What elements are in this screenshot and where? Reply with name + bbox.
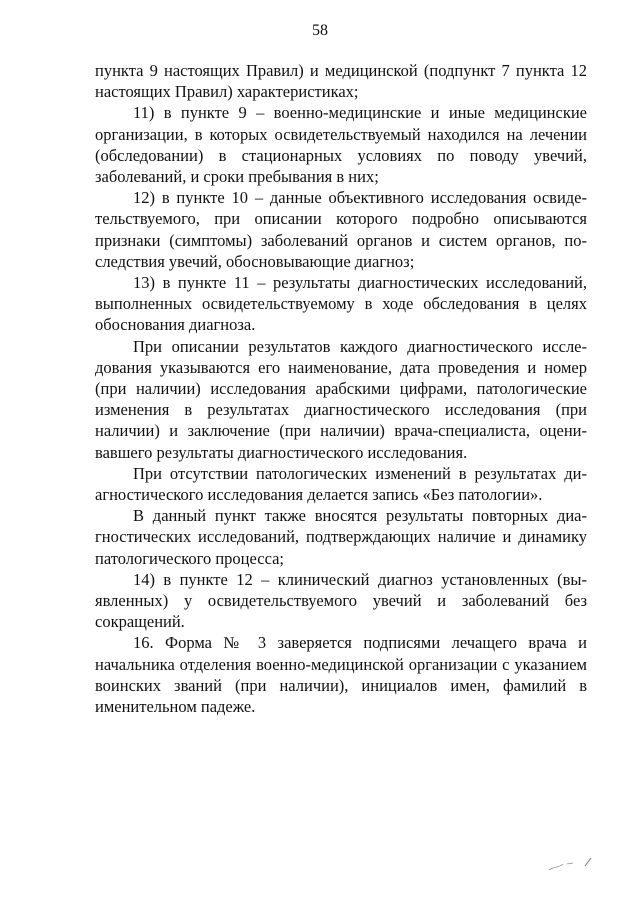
- paragraph-item-11: 11) в пункте 9 – военно-медицинские и иные медицинские организации, в которых освидетельствуемый находился на лечении (обследовании) в стационарных условиях по поводу увечий, заболеваний, и сроки пребывания в них;: [95, 103, 587, 187]
- document-body: [95, 60, 587, 717]
- paragraph-item-14: 14) в пункте 12 – клинический диагноз установленных (выявленных) у освидетельствуемого увечий и заболеваний без сокращений.: [95, 569, 587, 632]
- paragraph-item-13: 13) в пункте 11 – результаты диагностических исследований, выполненных освидетельствуемому в ходе обследования в целях обоснования диагноза.: [95, 273, 587, 335]
- page-number: 58: [312, 22, 328, 39]
- paragraph-repeat-studies: В данный пункт также вносятся результаты повторных диагностических исследований, подтверждающих наличие и динамику патологического процесса;: [95, 506, 587, 568]
- paragraph-results-description: При описании результатов каждого диагностического исследования указываются его наименование, дата проведения и номер (при наличии) исследования арабскими цифрами, патологические изменения в результатах диагностического исследования (при наличии) и заключение (при наличии) врача-специалиста, оценивавшего результаты диагностического исследования.: [95, 336, 587, 462]
- paragraph-continuation: пункта 9 настоящих Правил) и медицинской (подпункт 7 пункта 12 настоящих Правил) характеристиках;: [95, 61, 587, 102]
- paragraph-item-12: 12) в пункте 10 – данные объективного исследования освидетельствуемого, при описании которого подробно описываются признаки (симптомы) заболеваний органов и систем органов, последствия увечий, обосновывающие диагноз;: [95, 188, 587, 271]
- paragraph-item-16: 16. Форма № 3 заверяется подписями лечащего врача и начальника отделения военно-медицинской организации с указанием воинских званий (при наличии), инициалов имен, фамилий в именительном падеже.: [95, 633, 587, 717]
- paragraph-no-pathology: При отсутствии патологических изменений в результатах диагностического исследования делается запись «Без патологии».: [95, 463, 587, 505]
- handwritten-mark-icon: [545, 852, 605, 874]
